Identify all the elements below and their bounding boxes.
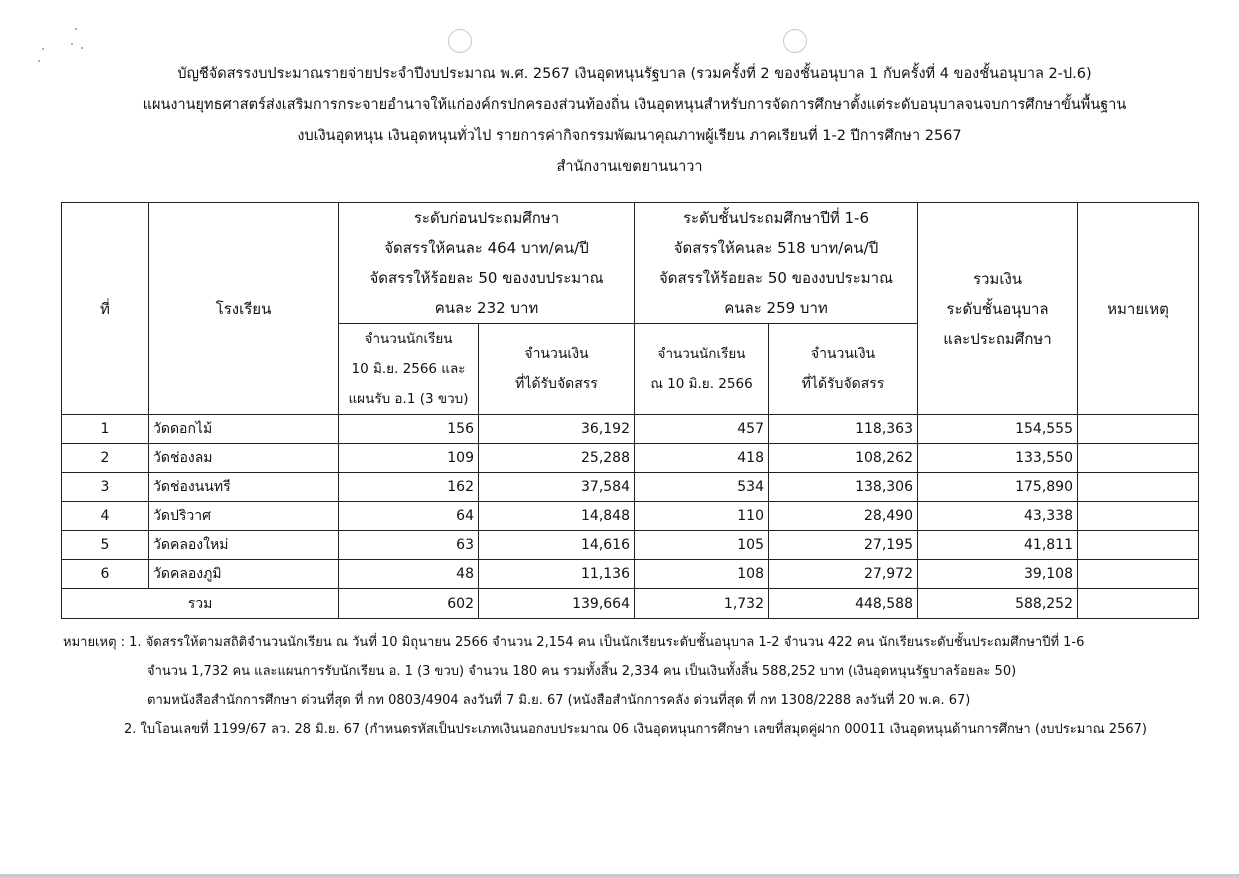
row-primary-amount: 138,306 bbox=[769, 473, 918, 502]
row-primary-students: 105 bbox=[635, 531, 769, 560]
row-school: วัดช่องลม bbox=[149, 444, 339, 473]
row-total: 41,811 bbox=[918, 531, 1078, 560]
row-preprimary-students: 162 bbox=[339, 473, 479, 502]
totals-primary-amount: 448,588 bbox=[769, 589, 918, 619]
header-line: ที่ได้รับจัดสรร bbox=[801, 376, 885, 392]
primary-rate-label: จัดสรรให้คนละ 518 บาท/คน/ปี bbox=[673, 239, 879, 257]
totals-grand-total: 588,252 bbox=[918, 589, 1078, 619]
row-note bbox=[1078, 560, 1199, 589]
row-preprimary-amount: 11,136 bbox=[479, 560, 635, 589]
row-school: วัดคลองใหม่ bbox=[149, 531, 339, 560]
header-line: จำนวนเงิน bbox=[810, 346, 876, 362]
header-primary-amount bbox=[769, 324, 918, 415]
row-preprimary-amount: 14,616 bbox=[479, 531, 635, 560]
row-total: 175,890 bbox=[918, 473, 1078, 502]
header-preprimary-students bbox=[339, 324, 479, 415]
row-note bbox=[1078, 531, 1199, 560]
totals-label: รวม bbox=[62, 589, 339, 619]
row-school: วัดปริวาศ bbox=[149, 502, 339, 531]
row-total: 133,550 bbox=[918, 444, 1078, 473]
table-row bbox=[62, 444, 1199, 473]
row-preprimary-students: 48 bbox=[339, 560, 479, 589]
header-line: จำนวนนักเรียน bbox=[364, 331, 453, 347]
remark-line-3: ตามหนังสือสำนักการศึกษา ด่วนที่สุด ที่ กท 0803/4904 ลงวันที่ 7 มิ.ย. 67 (หนังสือสำนักการคลัง ด่วนที่สุด ที่ กท 1308/2288 ลงวันที่ 20 พ.ค. 67) bbox=[147, 693, 971, 708]
scan-speck bbox=[42, 48, 44, 50]
title-line-1: บัญชีจัดสรรงบประมาณรายจ่ายประจำปีงบประมาณ พ.ศ. 2567 เงินอุดหนุนรัฐบาล (รวมครั้งที่ 2 ของชั้นอนุบาล 1 กับครั้งที่ 4 ของชั้นอนุบาล 2-ป.6) bbox=[177, 66, 1092, 82]
row-primary-amount: 27,972 bbox=[769, 560, 918, 589]
remark-line-2: จำนวน 1,732 คน และแผนการรับนักเรียน อ. 1 (3 ขวบ) จำนวน 180 คน รวมทั้งสิ้น 2,334 คน เป็นเงินทั้งสิ้น 588,252 บาท (เงินอุดหนุนรัฐบาลร้อยละ 50) bbox=[147, 664, 1017, 679]
preprimary-per-head-label: คนละ 232 บาท bbox=[434, 299, 539, 317]
scan-speck bbox=[75, 28, 77, 30]
header-line: จำนวนนักเรียน bbox=[657, 346, 746, 362]
totals-note bbox=[1078, 589, 1199, 619]
preprimary-percent-label: จัดสรรให้ร้อยละ 50 ของงบประมาณ bbox=[369, 269, 604, 287]
header-note: หมายเหตุ bbox=[1078, 203, 1199, 415]
header-line: ที่ได้รับจัดสรร bbox=[515, 376, 598, 392]
row-total: 39,108 bbox=[918, 560, 1078, 589]
row-preprimary-students: 63 bbox=[339, 531, 479, 560]
row-no: 5 bbox=[62, 531, 149, 560]
remark-line-1: หมายเหตุ : 1. จัดสรรให้ตามสถิติจำนวนนักเรียน ณ วันที่ 10 มิถุนายน 2566 จำนวน 2,154 คน เป็นนักเรียนระดับชั้นอนุบาล 1-2 จำนวน 422 คน นักเรียนระดับชั้นประถมศึกษาปีที่ 1-6 bbox=[63, 635, 1085, 650]
row-preprimary-amount: 25,288 bbox=[479, 444, 635, 473]
row-primary-students: 534 bbox=[635, 473, 769, 502]
row-primary-amount: 27,195 bbox=[769, 531, 918, 560]
totals-preprimary-students: 602 bbox=[339, 589, 479, 619]
punch-hole-left bbox=[448, 29, 472, 53]
row-preprimary-amount: 36,192 bbox=[479, 415, 635, 444]
totals-row bbox=[62, 589, 1199, 619]
row-note bbox=[1078, 415, 1199, 444]
totals-primary-students: 1,732 bbox=[635, 589, 769, 619]
table-row bbox=[62, 415, 1199, 444]
header-line: 10 มิ.ย. 2566 และ bbox=[351, 361, 466, 377]
row-note bbox=[1078, 473, 1199, 502]
title-line-3: งบเงินอุดหนุน เงินอุดหนุนทั่วไป รายการค่ากิจกรรมพัฒนาคุณภาพผู้เรียน ภาคเรียนที่ 1-2 ปีการศึกษา 2567 bbox=[297, 128, 962, 144]
row-no: 6 bbox=[62, 560, 149, 589]
budget-allocation-table bbox=[61, 202, 1199, 619]
row-school: วัดช่องนนทรี bbox=[149, 473, 339, 502]
header-primary-students bbox=[635, 324, 769, 415]
header-preprimary-amount bbox=[479, 324, 635, 415]
row-note bbox=[1078, 444, 1199, 473]
header-line: ณ 10 มิ.ย. 2566 bbox=[650, 376, 753, 392]
header-preprimary-group bbox=[339, 203, 635, 324]
title-office: สำนักงานเขตยานนาวา bbox=[556, 159, 703, 175]
row-no: 4 bbox=[62, 502, 149, 531]
primary-level-label: ระดับชั้นประถมศึกษาปีที่ 1-6 bbox=[682, 209, 869, 227]
row-primary-amount: 118,363 bbox=[769, 415, 918, 444]
row-preprimary-students: 64 bbox=[339, 502, 479, 531]
row-preprimary-amount: 14,848 bbox=[479, 502, 635, 531]
row-school: วัดดอกไม้ bbox=[149, 415, 339, 444]
total-header-line: และประถมศึกษา bbox=[943, 329, 1052, 348]
row-preprimary-amount: 37,584 bbox=[479, 473, 635, 502]
row-no: 3 bbox=[62, 473, 149, 502]
scan-speck bbox=[71, 43, 73, 45]
primary-percent-label: จัดสรรให้ร้อยละ 50 ของงบประมาณ bbox=[658, 269, 894, 287]
total-header-line: รวมเงิน bbox=[972, 269, 1023, 288]
header-no: ที่ bbox=[62, 203, 149, 415]
row-primary-students: 108 bbox=[635, 560, 769, 589]
row-preprimary-students: 156 bbox=[339, 415, 479, 444]
remark-line-4: 2. ใบโอนเลขที่ 1199/67 ลว. 28 มิ.ย. 67 (กำหนดรหัสเป็นประเภทเงินนอกงบประมาณ 06 เงินอุดหนุนการศึกษา เลขที่สมุดคู่ฝาก 00011 เงินอุดหนุนด้านการศึกษา (งบประมาณ 2567) bbox=[124, 722, 1147, 737]
row-total: 154,555 bbox=[918, 415, 1078, 444]
row-primary-students: 457 bbox=[635, 415, 769, 444]
total-header-line: ระดับชั้นอนุบาล bbox=[946, 299, 1049, 318]
table-row bbox=[62, 560, 1199, 589]
row-school: วัดคลองภูมิ bbox=[149, 560, 339, 589]
row-no: 2 bbox=[62, 444, 149, 473]
table-row bbox=[62, 531, 1199, 560]
header-primary-group bbox=[635, 203, 918, 324]
document-title-block bbox=[0, 59, 1239, 183]
preprimary-rate-label: จัดสรรให้คนละ 464 บาท/คน/ปี bbox=[384, 239, 589, 257]
header-line: แผนรับ อ.1 (3 ขวบ) bbox=[348, 391, 469, 407]
header-school: โรงเรียน bbox=[149, 203, 339, 415]
title-line-2: แผนงานยุทธศาสตร์ส่งเสริมการกระจายอำนาจให้แก่องค์กรปกครองส่วนท้องถิ่น เงินอุดหนุนสำหรับการจัดการศึกษาตั้งแต่ระดับอนุบาลจนจบการศึกษาขั้นพื้นฐาน bbox=[142, 97, 1127, 113]
header-total bbox=[918, 203, 1078, 415]
punch-hole-right bbox=[783, 29, 807, 53]
row-primary-amount: 28,490 bbox=[769, 502, 918, 531]
row-no: 1 bbox=[62, 415, 149, 444]
remarks-section bbox=[63, 628, 1147, 744]
table-row bbox=[62, 502, 1199, 531]
primary-per-head-label: คนละ 259 บาท bbox=[724, 299, 828, 317]
header-line: จำนวนเงิน bbox=[524, 346, 589, 362]
preprimary-level-label: ระดับก่อนประถมศึกษา bbox=[413, 209, 560, 227]
row-primary-amount: 108,262 bbox=[769, 444, 918, 473]
row-note bbox=[1078, 502, 1199, 531]
totals-preprimary-amount: 139,664 bbox=[479, 589, 635, 619]
row-total: 43,338 bbox=[918, 502, 1078, 531]
table-row bbox=[62, 473, 1199, 502]
scan-speck bbox=[81, 47, 83, 49]
row-primary-students: 418 bbox=[635, 444, 769, 473]
row-primary-students: 110 bbox=[635, 502, 769, 531]
row-preprimary-students: 109 bbox=[339, 444, 479, 473]
